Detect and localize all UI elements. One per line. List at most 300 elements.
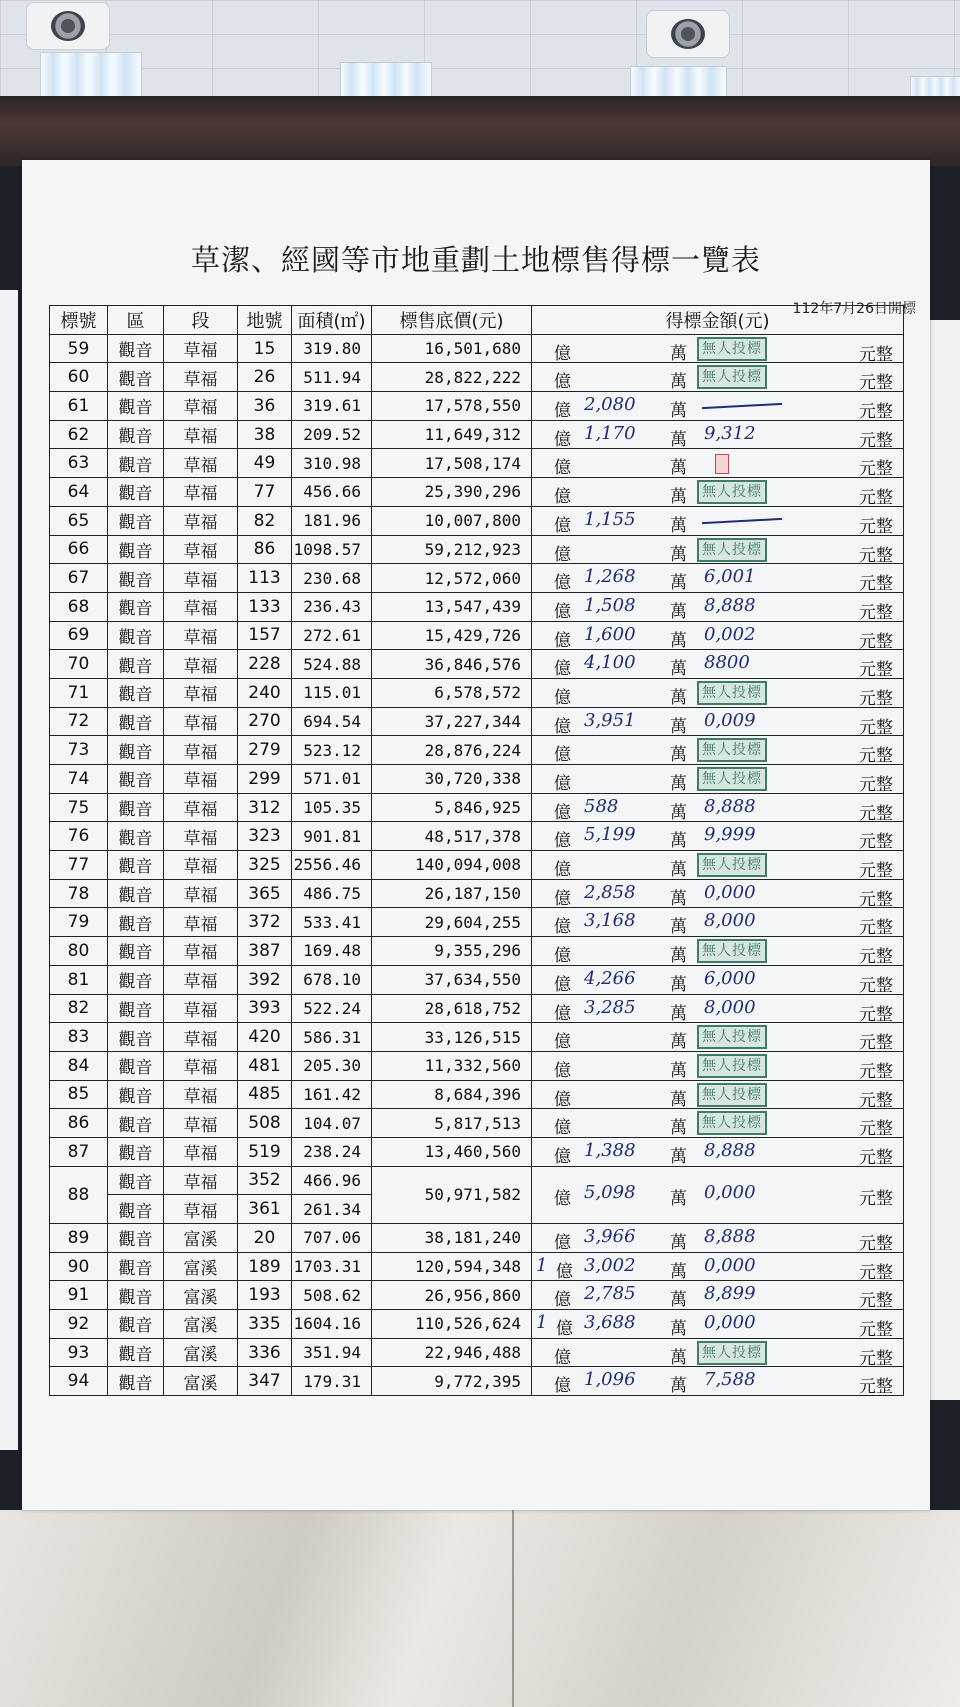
handwritten-yi-amount: 3,966 <box>584 1226 636 1247</box>
table-row <box>50 420 904 449</box>
cell-bid-no: 62 <box>50 420 108 449</box>
cell-section: 草福 <box>164 334 238 363</box>
unit-yi: 億 <box>554 1290 571 1310</box>
unit-yuan: 元整 <box>859 660 893 679</box>
cell-area: 205.30 <box>292 1051 372 1080</box>
unit-yi: 億 <box>554 716 571 736</box>
unit-yuan: 元整 <box>859 402 893 421</box>
cell-winning-bid <box>532 564 904 593</box>
handwritten-dash <box>702 403 782 409</box>
no-bid-stamp: 無人投標 <box>697 337 767 361</box>
table-row <box>50 851 904 880</box>
cell-winning-bid <box>532 1137 904 1166</box>
cell-lot: 335 <box>238 1310 292 1339</box>
cell-base-price: 13,547,439 <box>372 592 532 621</box>
cell-district: 觀音 <box>108 1367 164 1396</box>
cell-area: 261.34 <box>292 1195 372 1224</box>
cell-area: 511.94 <box>292 363 372 392</box>
cell-bid-no: 66 <box>50 535 108 564</box>
unit-yuan: 元整 <box>859 602 893 622</box>
cell-winning-bid <box>532 1224 904 1253</box>
cell-winning-bid <box>532 1252 904 1281</box>
table-row <box>50 1281 904 1310</box>
cell-area: 104.07 <box>292 1109 372 1138</box>
unit-wan: 萬 <box>670 487 687 507</box>
unit-wan: 萬 <box>670 946 687 966</box>
unit-wan: 萬 <box>670 1233 687 1253</box>
cell-lot: 228 <box>238 650 292 679</box>
handwritten-wan-amount: 8,888 <box>704 795 756 817</box>
table-row <box>50 334 904 363</box>
unit-yi: 億 <box>554 1347 571 1367</box>
cell-district: 觀音 <box>108 1224 164 1253</box>
cell-winning-bid <box>532 392 904 421</box>
cell-lot: 508 <box>238 1109 292 1138</box>
cell-base-price: 26,187,150 <box>372 879 532 908</box>
cell-district: 觀音 <box>108 1338 164 1367</box>
cell-lot: 36 <box>238 392 292 421</box>
cell-winning-bid <box>532 1109 904 1138</box>
cell-section: 富溪 <box>164 1367 238 1396</box>
unit-yi: 億 <box>554 745 571 765</box>
unit-yi: 億 <box>554 343 571 363</box>
unit-yi: 億 <box>554 1003 571 1023</box>
cell-lot: 336 <box>238 1338 292 1367</box>
cell-section: 富溪 <box>164 1281 238 1310</box>
table-row <box>50 392 904 421</box>
cell-section: 草福 <box>164 564 238 593</box>
unit-yuan: 元整 <box>859 1033 893 1052</box>
cell-base-price: 22,946,488 <box>372 1338 532 1367</box>
results-table <box>49 305 904 1396</box>
cell-section: 草福 <box>164 1137 238 1166</box>
cell-bid-no: 78 <box>50 879 108 908</box>
unit-yi: 億 <box>554 1146 571 1167</box>
unit-wan: 萬 <box>670 1290 687 1310</box>
open-date: 112年7月26日開標 <box>792 301 916 317</box>
unit-yuan: 元整 <box>859 545 893 564</box>
cell-area: 486.75 <box>292 879 372 908</box>
unit-yuan: 元整 <box>859 1188 893 1209</box>
unit-wan: 萬 <box>670 802 687 822</box>
ceiling-vent-icon <box>646 10 730 58</box>
unit-yi: 億 <box>554 372 571 392</box>
cell-base-price: 48,517,378 <box>372 822 532 851</box>
cell-bid-no: 73 <box>50 736 108 765</box>
cell-area: 179.31 <box>292 1367 372 1396</box>
table-row <box>50 535 904 564</box>
handwritten-lead-digit: 1 <box>536 1254 548 1276</box>
cell-lot: 38 <box>238 420 292 449</box>
handwritten-wan-amount: 6,001 <box>704 566 756 588</box>
unit-yuan: 元整 <box>859 631 893 650</box>
cell-district: 觀音 <box>108 650 164 679</box>
unit-yuan: 元整 <box>859 889 893 908</box>
cell-section: 富溪 <box>164 1310 238 1339</box>
cell-district: 觀音 <box>108 564 164 593</box>
unit-wan: 萬 <box>670 1188 687 1209</box>
table-row <box>50 1252 904 1281</box>
cell-base-price: 16,501,680 <box>372 334 532 363</box>
handwritten-yi-amount: 3,951 <box>584 709 636 731</box>
table-header-row <box>50 306 904 335</box>
cell-base-price: 29,604,255 <box>372 908 532 937</box>
unit-wan: 萬 <box>670 544 687 564</box>
cell-winning-bid <box>532 1051 904 1080</box>
cell-section: 草福 <box>164 363 238 392</box>
cell-area: 238.24 <box>292 1137 372 1166</box>
cell-section: 草福 <box>164 1195 238 1224</box>
cell-section: 草福 <box>164 736 238 765</box>
cell-bid-no: 91 <box>50 1281 108 1310</box>
cell-winning-bid <box>532 592 904 621</box>
cell-section: 草福 <box>164 822 238 851</box>
table-row <box>50 449 904 478</box>
col-header-no: 標號 <box>50 306 108 335</box>
handwritten-wan-amount: 8,888 <box>704 594 756 616</box>
cell-lot: 372 <box>238 908 292 937</box>
unit-yuan: 元整 <box>859 746 893 765</box>
unit-yi: 億 <box>554 1376 571 1396</box>
cell-section: 草福 <box>164 506 238 535</box>
handwritten-dash <box>702 518 782 524</box>
handwritten-yi-amount: 4,266 <box>584 967 636 989</box>
table-row <box>50 736 904 765</box>
right-neighbor-board <box>930 320 960 1400</box>
unit-yuan: 元整 <box>859 516 893 535</box>
unit-yi: 億 <box>554 487 571 507</box>
cell-bid-no: 64 <box>50 478 108 507</box>
cell-base-price: 12,572,060 <box>372 564 532 593</box>
cell-winning-bid <box>532 1338 904 1367</box>
unit-yi: 億 <box>554 1188 571 1209</box>
unit-yi: 億 <box>554 573 571 593</box>
cell-bid-no: 63 <box>50 449 108 478</box>
unit-yi: 億 <box>554 401 571 421</box>
cell-lot: 193 <box>238 1281 292 1310</box>
unit-yuan: 元整 <box>859 861 893 880</box>
unit-wan: 萬 <box>670 1118 687 1138</box>
table-row <box>50 908 904 937</box>
unit-yuan: 元整 <box>859 1348 893 1367</box>
cell-area: 586.31 <box>292 1023 372 1052</box>
unit-wan: 萬 <box>670 716 687 736</box>
marble-floor <box>0 1510 960 1707</box>
table-row <box>50 592 904 621</box>
cell-lot: 347 <box>238 1367 292 1396</box>
cell-section: 草福 <box>164 851 238 880</box>
no-bid-stamp: 無人投標 <box>697 939 767 963</box>
cell-winning-bid <box>532 765 904 794</box>
col-header-district: 區 <box>108 306 164 335</box>
handwritten-yi-amount: 1,170 <box>584 422 636 444</box>
no-bid-stamp: 無人投標 <box>697 1025 767 1049</box>
cell-base-price: 28,876,224 <box>372 736 532 765</box>
unit-wan: 萬 <box>670 601 687 622</box>
cell-lot: 20 <box>238 1224 292 1253</box>
handwritten-wan-amount: 8,888 <box>704 1226 756 1247</box>
handwritten-wan-amount: 0,002 <box>704 623 756 645</box>
handwritten-wan-amount: 7,588 <box>704 1369 756 1391</box>
table-row <box>50 564 904 593</box>
col-header-area: 面積(㎡) <box>292 306 372 335</box>
handwritten-wan-amount: 0,000 <box>704 881 756 903</box>
cell-lot: 365 <box>238 879 292 908</box>
unit-wan: 萬 <box>670 745 687 765</box>
cell-winning-bid <box>532 822 904 851</box>
cell-district: 觀音 <box>108 1166 164 1195</box>
cell-bid-no: 83 <box>50 1023 108 1052</box>
table-row <box>50 937 904 966</box>
table-row <box>50 965 904 994</box>
cell-winning-bid <box>532 678 904 707</box>
unit-yuan: 元整 <box>859 1147 893 1167</box>
unit-yi: 億 <box>554 802 571 822</box>
cell-section: 草福 <box>164 908 238 937</box>
cell-area: 236.43 <box>292 592 372 621</box>
cell-lot: 86 <box>238 535 292 564</box>
cell-section: 草福 <box>164 879 238 908</box>
cell-winning-bid <box>532 1166 904 1223</box>
unit-yi: 億 <box>554 659 571 679</box>
cell-area: 523.12 <box>292 736 372 765</box>
unit-wan: 萬 <box>670 659 687 679</box>
cell-base-price: 15,429,726 <box>372 621 532 650</box>
cell-base-price: 33,126,515 <box>372 1023 532 1052</box>
seal-stamp-icon <box>715 454 729 474</box>
table-row <box>50 478 904 507</box>
cell-section: 草福 <box>164 793 238 822</box>
cell-bid-no: 67 <box>50 564 108 593</box>
cell-bid-no: 60 <box>50 363 108 392</box>
cell-bid-no: 80 <box>50 937 108 966</box>
cell-area: 1604.16 <box>292 1310 372 1339</box>
cell-base-price: 26,956,860 <box>372 1281 532 1310</box>
wall-beam <box>0 96 960 166</box>
cell-area: 522.24 <box>292 994 372 1023</box>
unit-wan: 萬 <box>670 372 687 392</box>
unit-wan: 萬 <box>670 1003 687 1023</box>
cell-base-price: 13,460,560 <box>372 1137 532 1166</box>
cell-bid-no: 75 <box>50 793 108 822</box>
cell-area: 533.41 <box>292 908 372 937</box>
cell-lot: 392 <box>238 965 292 994</box>
cell-winning-bid <box>532 1023 904 1052</box>
unit-wan: 萬 <box>670 343 687 363</box>
handwritten-yi-amount: 1,508 <box>584 594 636 616</box>
handwritten-wan-amount: 8,899 <box>704 1283 756 1305</box>
cell-district: 觀音 <box>108 707 164 736</box>
unit-yuan: 元整 <box>859 1262 893 1281</box>
cell-base-price: 120,594,348 <box>372 1252 532 1281</box>
cell-base-price: 38,181,240 <box>372 1224 532 1253</box>
cell-bid-no: 86 <box>50 1109 108 1138</box>
cell-district: 觀音 <box>108 592 164 621</box>
unit-yuan: 元整 <box>859 1377 893 1396</box>
cell-area: 169.48 <box>292 937 372 966</box>
cell-section: 草福 <box>164 707 238 736</box>
cell-section: 富溪 <box>164 1224 238 1253</box>
page-title: 草潔、經國等市地重劃土地標售得標一覽表 <box>190 243 761 277</box>
cell-bid-no: 70 <box>50 650 108 679</box>
handwritten-wan-amount: 6,000 <box>704 967 756 989</box>
cell-district: 觀音 <box>108 1310 164 1339</box>
table-row <box>50 1166 904 1195</box>
no-bid-stamp: 無人投標 <box>697 365 767 389</box>
cell-base-price: 10,007,800 <box>372 506 532 535</box>
cell-section: 草福 <box>164 1051 238 1080</box>
handwritten-yi-amount: 3,002 <box>584 1254 636 1276</box>
unit-yuan: 元整 <box>859 1004 893 1023</box>
ceiling-vent-icon <box>26 2 110 50</box>
cell-bid-no: 68 <box>50 592 108 621</box>
cell-district: 觀音 <box>108 1051 164 1080</box>
handwritten-wan-amount: 8,000 <box>704 996 756 1018</box>
cell-base-price: 5,846,925 <box>372 793 532 822</box>
unit-yuan: 元整 <box>859 975 893 994</box>
cell-section: 草福 <box>164 994 238 1023</box>
cell-section: 草福 <box>164 420 238 449</box>
cell-lot: 393 <box>238 994 292 1023</box>
table-row <box>50 793 904 822</box>
handwritten-yi-amount: 1,268 <box>584 566 636 588</box>
unit-wan: 萬 <box>670 1319 687 1339</box>
cell-lot: 133 <box>238 592 292 621</box>
unit-yi: 億 <box>554 946 571 966</box>
cell-bid-no: 72 <box>50 707 108 736</box>
no-bid-stamp: 無人投標 <box>697 1111 767 1135</box>
cell-winning-bid <box>532 506 904 535</box>
cell-lot: 113 <box>238 564 292 593</box>
cell-area: 310.98 <box>292 449 372 478</box>
cell-section: 草福 <box>164 650 238 679</box>
unit-wan: 萬 <box>670 917 687 937</box>
no-bid-stamp: 無人投標 <box>697 480 767 504</box>
notice-board <box>22 160 930 1510</box>
cell-lot: 49 <box>238 449 292 478</box>
cell-area: 694.54 <box>292 707 372 736</box>
cell-bid-no: 69 <box>50 621 108 650</box>
col-header-base-price: 標售底價(元) <box>372 306 532 335</box>
cell-bid-no: 77 <box>50 851 108 880</box>
cell-district: 觀音 <box>108 879 164 908</box>
cell-section: 草福 <box>164 678 238 707</box>
cell-area: 230.68 <box>292 564 372 593</box>
cell-district: 觀音 <box>108 506 164 535</box>
unit-wan: 萬 <box>670 888 687 908</box>
cell-section: 草福 <box>164 1023 238 1052</box>
unit-yi: 億 <box>554 458 571 478</box>
cell-bid-no: 74 <box>50 765 108 794</box>
cell-section: 富溪 <box>164 1252 238 1281</box>
unit-yuan: 元整 <box>859 1090 893 1109</box>
unit-yi: 億 <box>554 630 571 650</box>
unit-yi: 億 <box>554 1060 571 1081</box>
cell-district: 觀音 <box>108 1252 164 1281</box>
unit-yi: 億 <box>554 1233 571 1253</box>
unit-yuan: 元整 <box>859 832 893 851</box>
cell-base-price: 5,817,513 <box>372 1109 532 1138</box>
unit-yi: 億 <box>554 429 571 449</box>
cell-lot: 352 <box>238 1166 292 1195</box>
cell-area: 209.52 <box>292 420 372 449</box>
cell-base-price: 11,649,312 <box>372 420 532 449</box>
cell-bid-no: 90 <box>50 1252 108 1281</box>
table-row <box>50 650 904 679</box>
handwritten-wan-amount: 0,000 <box>704 1254 756 1276</box>
cell-area: 508.62 <box>292 1281 372 1310</box>
unit-yi: 億 <box>556 1319 573 1339</box>
unit-yuan: 元整 <box>859 1119 893 1138</box>
cell-winning-bid <box>532 1310 904 1339</box>
cell-bid-no: 84 <box>50 1051 108 1080</box>
cell-bid-no: 79 <box>50 908 108 937</box>
cell-section: 草福 <box>164 1080 238 1109</box>
cell-winning-bid <box>532 1367 904 1396</box>
cell-lot: 299 <box>238 765 292 794</box>
unit-yi: 億 <box>554 1118 571 1138</box>
no-bid-stamp: 無人投標 <box>697 681 767 705</box>
cell-winning-bid <box>532 908 904 937</box>
cell-base-price: 17,508,174 <box>372 449 532 478</box>
cell-lot: 323 <box>238 822 292 851</box>
cell-base-price: 110,526,624 <box>372 1310 532 1339</box>
unit-yi: 億 <box>554 544 571 564</box>
cell-district: 觀音 <box>108 1281 164 1310</box>
unit-wan: 萬 <box>670 630 687 650</box>
table-row <box>50 1310 904 1339</box>
unit-yuan: 元整 <box>859 344 893 363</box>
cell-base-price: 28,618,752 <box>372 994 532 1023</box>
cell-section: 草福 <box>164 765 238 794</box>
cell-winning-bid <box>532 621 904 650</box>
cell-winning-bid <box>532 736 904 765</box>
cell-section: 草福 <box>164 1109 238 1138</box>
cell-bid-no: 85 <box>50 1080 108 1109</box>
unit-wan: 萬 <box>670 515 687 535</box>
handwritten-yi-amount: 5,098 <box>584 1181 636 1203</box>
cell-district: 觀音 <box>108 994 164 1023</box>
unit-wan: 萬 <box>670 1376 687 1396</box>
cell-lot: 387 <box>238 937 292 966</box>
cell-district: 觀音 <box>108 478 164 507</box>
unit-yuan: 元整 <box>859 373 893 392</box>
handwritten-yi-amount: 1,388 <box>584 1139 636 1161</box>
cell-lot: 420 <box>238 1023 292 1052</box>
unit-yuan: 元整 <box>859 1061 893 1081</box>
cell-bid-no: 71 <box>50 678 108 707</box>
table-row <box>50 822 904 851</box>
unit-wan: 萬 <box>670 458 687 478</box>
unit-yi: 億 <box>554 774 571 794</box>
ceiling-light <box>40 52 142 98</box>
cell-lot: 279 <box>238 736 292 765</box>
handwritten-wan-amount: 8,000 <box>704 910 756 932</box>
table-row <box>50 879 904 908</box>
table-row <box>50 363 904 392</box>
unit-wan: 萬 <box>670 1146 687 1167</box>
unit-yi: 億 <box>554 860 571 880</box>
handwritten-wan-amount: 0,009 <box>704 709 756 731</box>
cell-district: 觀音 <box>108 1080 164 1109</box>
cell-base-price: 59,212,923 <box>372 535 532 564</box>
cell-winning-bid <box>532 965 904 994</box>
unit-yi: 億 <box>554 831 571 851</box>
cell-base-price: 11,332,560 <box>372 1051 532 1080</box>
cell-lot: 82 <box>238 506 292 535</box>
cell-bid-no: 88 <box>50 1166 108 1223</box>
table-row <box>50 994 904 1023</box>
